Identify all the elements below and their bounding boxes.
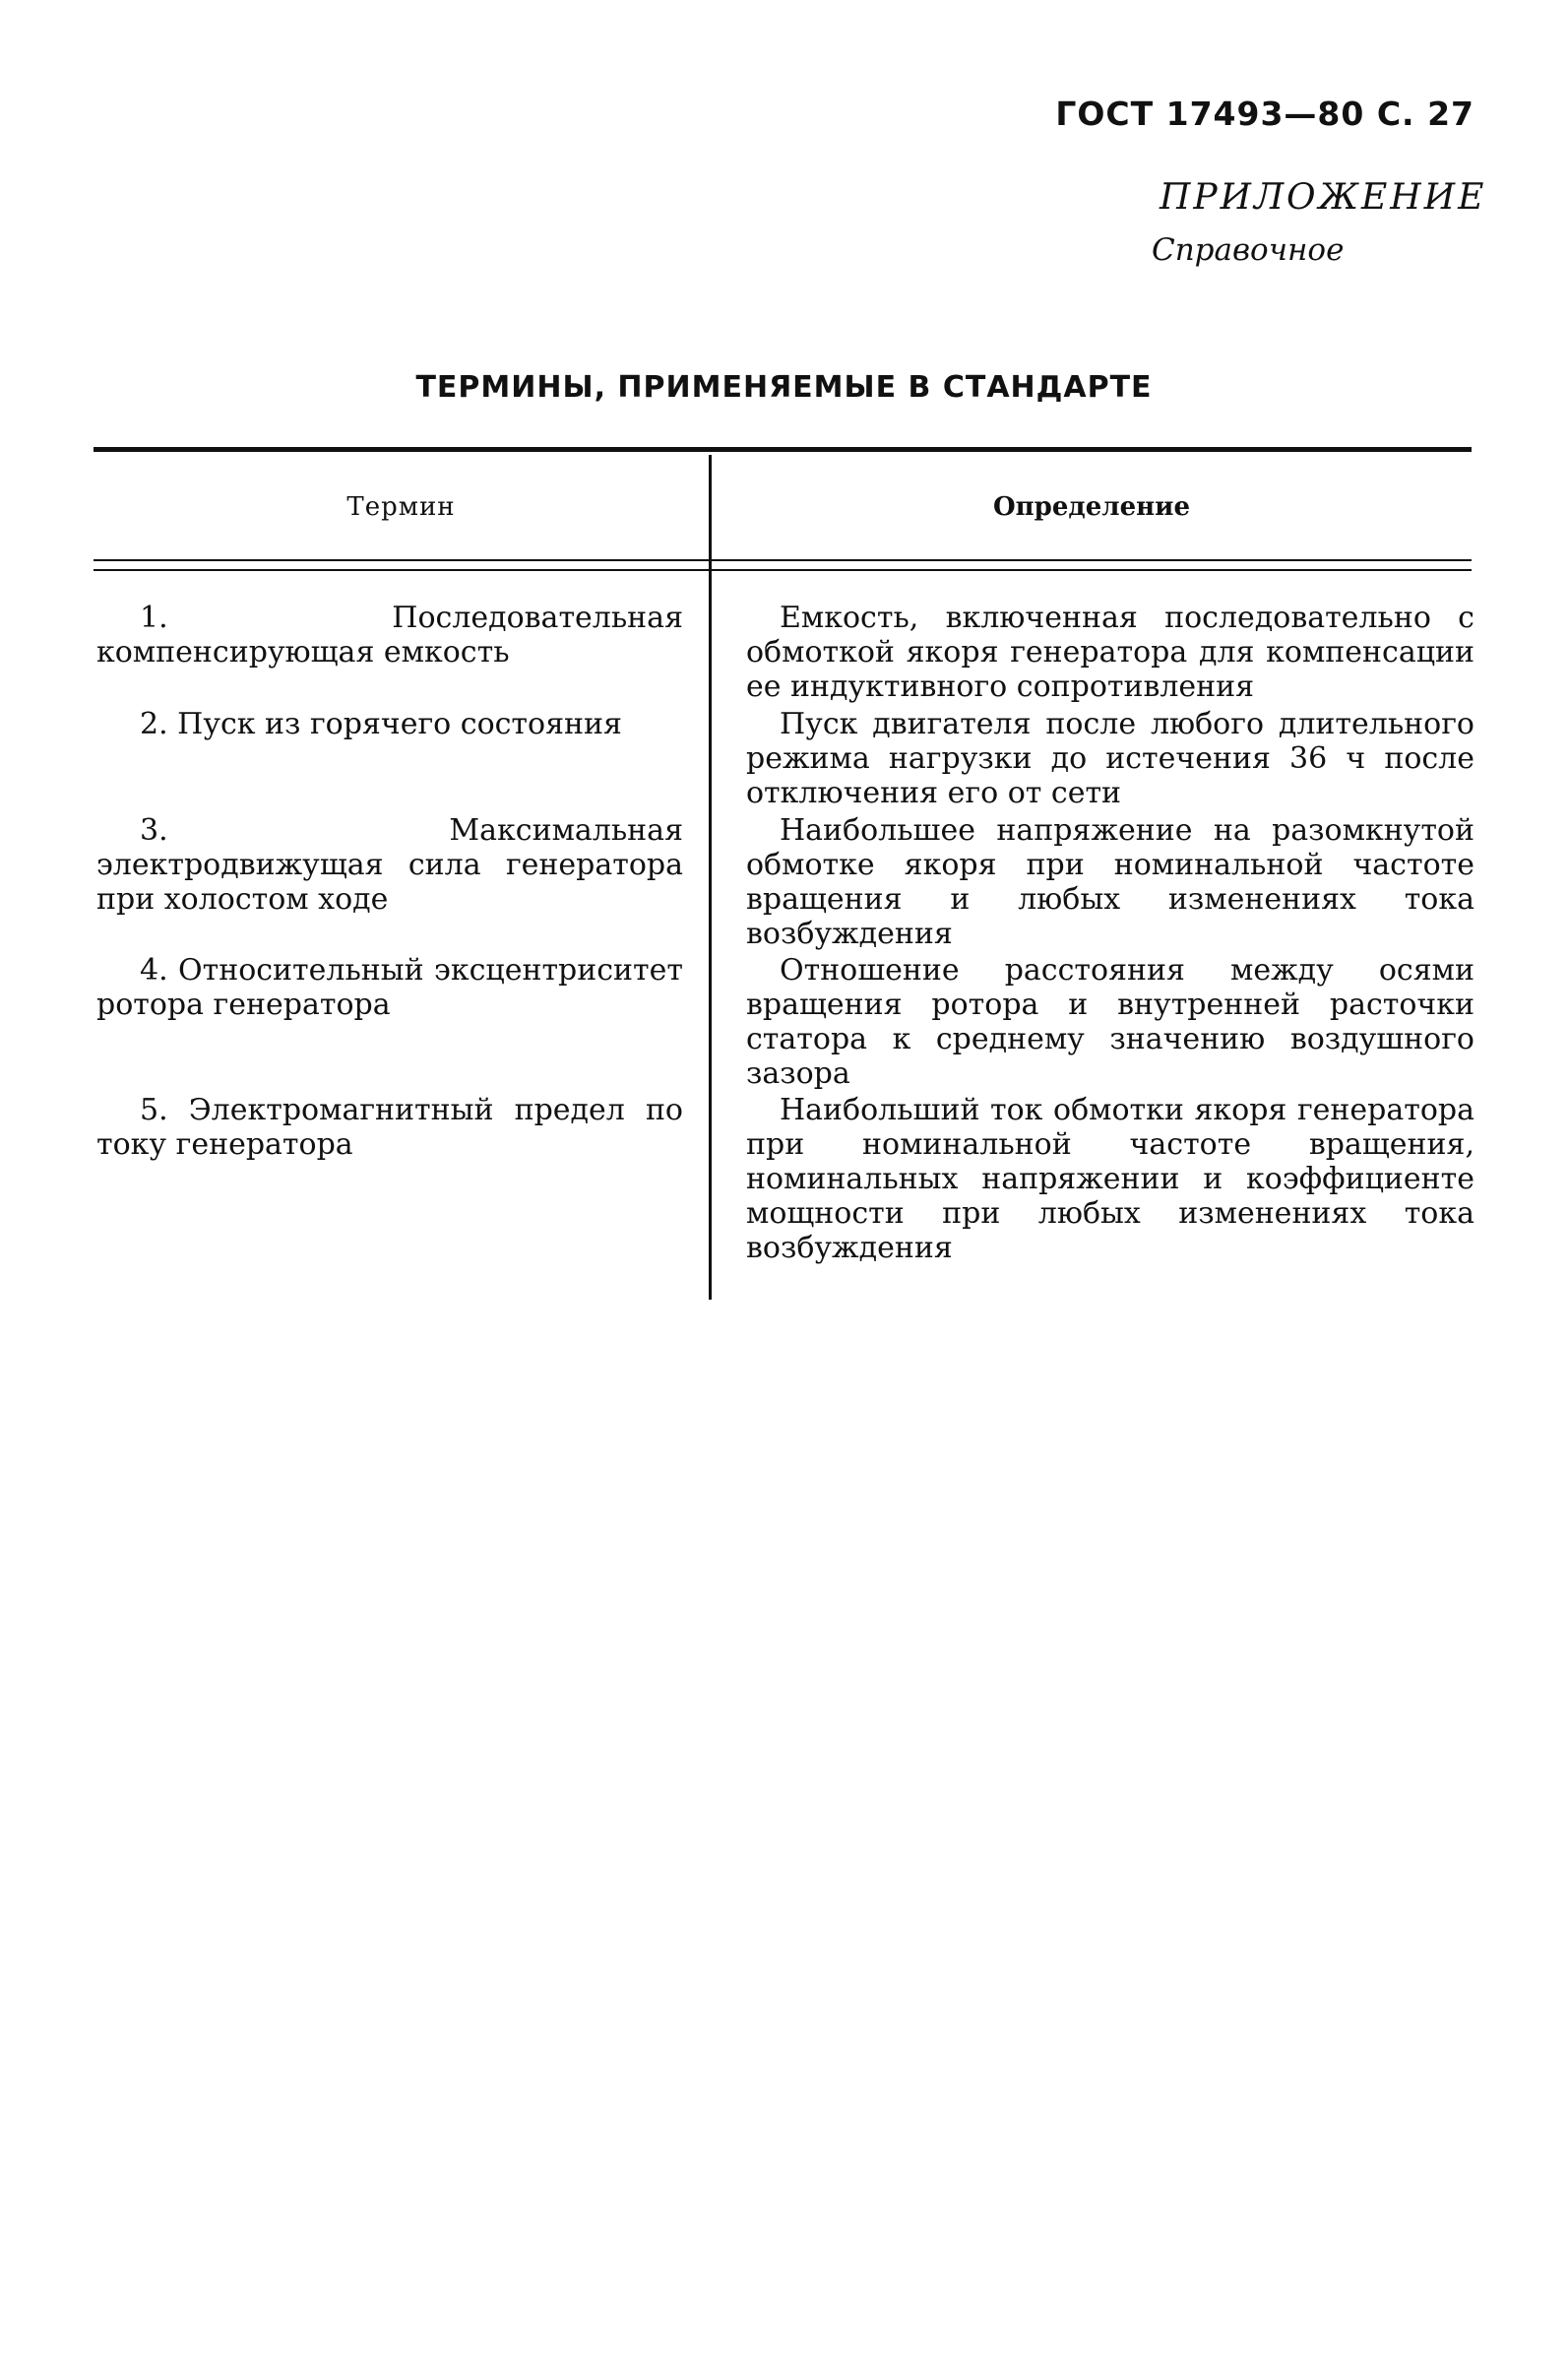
table-header-rule — [94, 559, 1472, 561]
definition-1: Емкость, включенная последовательно с обмоткой якоря генератора для компенсации ее индуктивного сопротивления — [746, 601, 1474, 704]
appendix-kind: Справочное — [1152, 232, 1345, 268]
definition-4: Отношение расстояния между осями вращения ротора и внутренней расточки статора к среднему значению воздушного зазора — [746, 953, 1474, 1091]
term-2: 2. Пуск из горячего состояния — [140, 707, 622, 741]
term-5: 5. Электромагнитный предел по току генератора — [96, 1093, 683, 1162]
definition-5: Наибольший ток обмотки якоря генератора при номинальной частоте вращения, номинальных напряжении и коэффициенте мощности при любых изменениях тока возбуждения — [746, 1093, 1474, 1265]
column-header-definition: Определение — [992, 492, 1190, 522]
definition-3: Наибольшее напряжение на разомкнутой обмотке якоря при номинальной частоте вращения и любых изменениях тока возбуждения — [746, 813, 1474, 951]
term-4: 4. Относительный эксцентриситет ротора генератора — [96, 953, 683, 1022]
document-title: ТЕРМИНЫ, ПРИМЕНЯЕМЫЕ В СТАНДАРТЕ — [415, 370, 1153, 405]
term-3: 3. Максимальная электродвижущая сила генератора при холостом ходе — [96, 813, 683, 917]
table-column-divider — [709, 455, 712, 1300]
table-header-rule-double — [94, 569, 1472, 571]
definition-2: Пуск двигателя после любого длительного режима нагрузки до истечения 36 ч после отключения его от сети — [746, 707, 1474, 810]
term-1: 1. Последовательная компенсирующая емкость — [96, 601, 683, 670]
page-header: ГОСТ 17493—80 С. 27 — [1055, 95, 1474, 133]
table-top-rule — [94, 447, 1472, 452]
appendix-label: ПРИЛОЖЕНИЕ — [1160, 177, 1487, 218]
column-header-term: Термин — [346, 492, 456, 522]
